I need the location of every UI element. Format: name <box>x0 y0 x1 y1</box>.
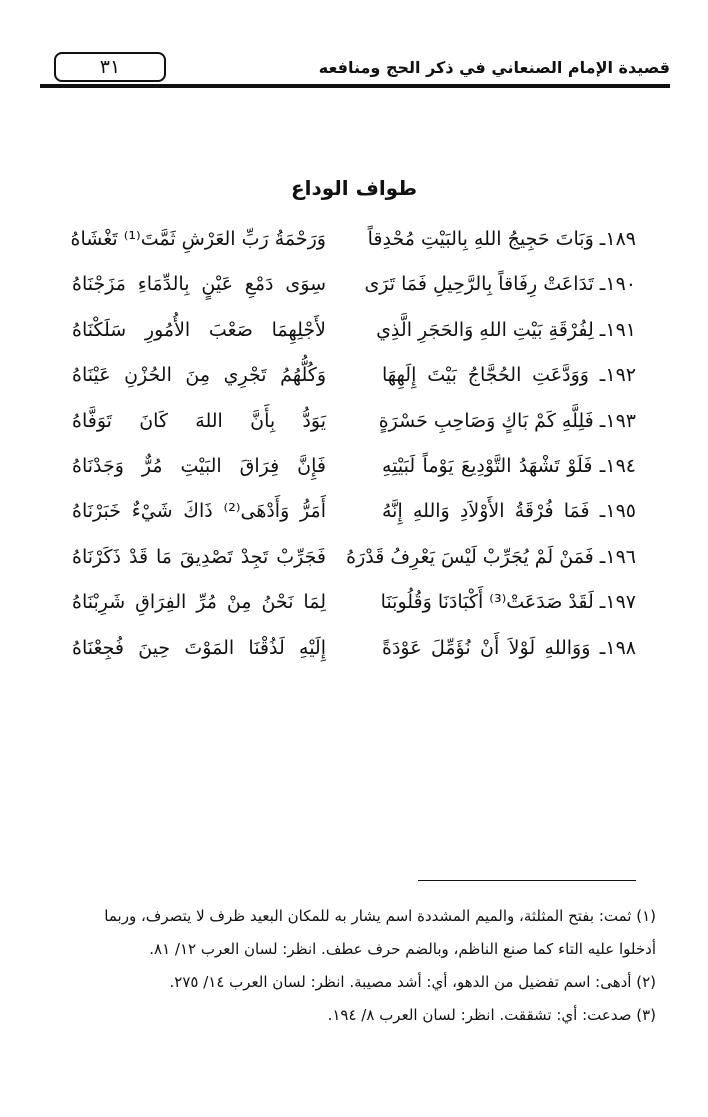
verse-first-hemistich: ١٨٩ـ وَبَاتَ حَجِيجُ اللهِ بِالبَيْتِ مُحْدِقاً <box>367 228 636 250</box>
page-header <box>40 48 670 94</box>
verse-second-hemistich: لأَجْلِهِمَا صَعْبَ الأُمُورِ سَلَكْنَاهُ <box>72 318 326 341</box>
verse-second-hemistich: وَرَحْمَةُ رَبِّ العَرْشِ ثَمَّتَ⁽¹⁾ تَغْشَاهُ <box>70 228 326 250</box>
running-title: قصيدة الإمام الصنعاني في ذكر الحج ومنافعه <box>318 58 670 77</box>
footnote-3: (٣) صدعت: أي: تشققت. انظر: لسان العرب ٨/ ١٩٤. <box>327 1006 656 1024</box>
verse-192 <box>72 356 636 401</box>
footnote-1-continuation: أدخلوا عليه التاء كما صنع الناظم، وبالضم حرف عطف. انظر: لسان العرب ١٢/ ٨١. <box>149 940 656 958</box>
footnote-separator <box>418 880 636 881</box>
verse-second-hemistich: إِلَيْهِ لَذُقْنَا المَوْتَ حِينَ فُجِعْنَاهُ <box>72 636 326 659</box>
footnote-1: (١) ثمت: بفتح المثلثة، والميم المشددة اسم يشار به للمكان البعيد ظرف لا يتصرف، وربما <box>104 907 656 925</box>
verse-first-hemistich: ١٩١ـ لِفُرْقَةِ بَيْتِ اللهِ وَالحَجَرِ الَّذِي <box>376 318 636 341</box>
verse-second-hemistich: يَوَدُّ بِأَنَّ اللهَ كَانَ تَوَفَّاهُ <box>72 409 326 432</box>
verse-first-hemistich: ١٩٧ـ لَقَدْ صَدَعَتْ⁽³⁾ أَكْبَادَنَا وَقُلُوبَنَا <box>380 591 636 614</box>
verse-second-hemistich: فَجَرِّبْ تَجِدْ تَصْدِيقَ مَا قَدْ ذَكَرْنَاهُ <box>72 545 326 568</box>
page-number: ٣١ <box>54 52 166 82</box>
header-rule <box>40 84 670 88</box>
verse-second-hemistich: فَإِنَّ فِرَاقَ البَيْتِ مُرٌّ وَجَدْنَاهُ <box>72 454 326 477</box>
verse-first-hemistich: ١٩٠ـ تَدَاعَتْ رِفَاقاً بِالرَّحِيلِ فَمَا تَرَى <box>364 273 636 296</box>
footnotes <box>50 900 656 1032</box>
verse-second-hemistich: أَمَرُّ وَأَدْهَى⁽²⁾ ذَاكَ شَيْءٌ خَبَرْنَاهُ <box>72 500 326 523</box>
verse-first-hemistich: ١٩٨ـ وَوَاللهِ لَوْلاَ أَنْ نُؤَمِّلَ عَوْدَةً <box>382 636 636 659</box>
verse-189 <box>72 220 636 265</box>
verse-193 <box>72 402 636 447</box>
poem <box>72 220 636 674</box>
verse-first-hemistich: ١٩٤ـ فَلَوْ تَشْهَدُ التَّوْدِيعَ يَوْماً لَبَيْتِهِ <box>382 454 636 477</box>
verse-second-hemistich: لِمَا نَحْنُ مِنْ مُرِّ الفِرَاقِ شَرِبْنَاهُ <box>72 591 326 614</box>
section-title: طواف الوداع <box>290 176 418 200</box>
verse-194 <box>72 447 636 492</box>
verse-195 <box>72 492 636 537</box>
verse-first-hemistich: ١٩٣ـ فَلِلَّهِ كَمْ بَاكٍ وَصَاحِبِ حَسْرَةٍ <box>378 409 636 432</box>
verse-first-hemistich: ١٩٦ـ فَمَنْ لَمْ يُجَرِّبْ لَيْسَ يَعْرِفُ قَدْرَهُ <box>346 545 636 568</box>
verse-first-hemistich: ١٩٥ـ فَمَا فُرْقَةُ الأَوْلاَدِ وَاللهِ إِنَّهُ <box>382 500 636 523</box>
footnote-2: (٢) أدهى: اسم تفضيل من الدهو، أي: أشد مصيبة. انظر: لسان العرب ١٤/ ٢٧٥. <box>169 973 656 991</box>
verse-first-hemistich: ١٩٢ـ وَوَدَّعَتِ الحُجَّاجُ بَيْتَ إِلَهِهَا <box>382 364 636 387</box>
verse-190 <box>72 265 636 310</box>
verse-second-hemistich: وَكُلُّهُمُ تَجْرِي مِنَ الحُزْنِ عَيْنَاهُ <box>72 364 326 387</box>
verse-196 <box>72 538 636 583</box>
verse-198 <box>72 629 636 674</box>
verse-197 <box>72 583 636 628</box>
verse-second-hemistich: سِوَى دَمْعِ عَيْنٍ بِالدِّمَاءِ مَزَجْنَاهُ <box>72 273 326 296</box>
verse-191 <box>72 311 636 356</box>
